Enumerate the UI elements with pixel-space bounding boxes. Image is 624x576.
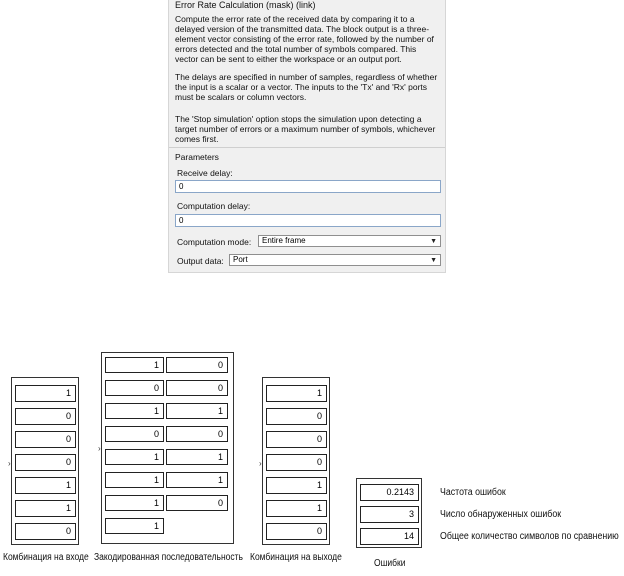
display-cell: 1 — [266, 477, 327, 494]
display-cell: 1 — [105, 403, 164, 419]
output-combination-label: Комбинация на выходе — [250, 552, 342, 563]
mask-parameters-dialog — [168, 0, 446, 273]
display-cell: 1 — [105, 449, 164, 465]
display-cell: 1 — [105, 357, 164, 373]
dialog-title: Error Rate Calculation (mask) (link) — [175, 0, 316, 10]
display-cell: 0 — [166, 495, 228, 511]
display-cell: 1 — [166, 403, 228, 419]
receive-delay-label: Receive delay: — [177, 168, 233, 178]
output-data-value: Port — [233, 255, 248, 264]
display-cell: 0 — [166, 357, 228, 373]
description-paragraph-2: The delays are specified in number of samples, regardless of whether the input is a scalar or a vector. The inputs to the 'Tx' and 'Rx' ports must be scalars or column vectors. — [175, 72, 438, 102]
display-cell: 1 — [105, 472, 164, 488]
errors-label: Ошибки — [374, 558, 406, 569]
description-paragraph-3: The 'Stop simulation' option stops the simulation upon detecting a target number of errors or a maximum number of symbols, whichever comes first. — [175, 114, 436, 144]
parameters-group-label: Parameters — [175, 152, 219, 162]
display-cell: 0 — [266, 408, 327, 425]
computation-mode-dropdown[interactable] — [258, 235, 441, 247]
computation-delay-label: Computation delay: — [177, 201, 251, 211]
parameters-divider — [169, 147, 445, 148]
output-combination-display[interactable] — [262, 377, 330, 545]
symbols-compared-note: Общее количество символов по сравнению — [440, 531, 619, 542]
chevron-down-icon: ▼ — [430, 257, 437, 264]
errors-display[interactable] — [356, 478, 422, 548]
display-cell: 1 — [105, 518, 164, 534]
display-cell: 1 — [15, 500, 76, 517]
error-rate-note: Частота ошибок — [440, 487, 506, 498]
output-data-dropdown[interactable] — [229, 254, 441, 266]
display-cell: 0 — [166, 426, 228, 442]
output-data-label: Output data: — [177, 256, 224, 266]
display-cell: 0 — [166, 380, 228, 396]
computation-mode-label: Computation mode: — [177, 237, 252, 247]
display-cell: 0 — [266, 523, 327, 540]
chevron-down-icon: ▼ — [430, 238, 437, 245]
display-cell: 1 — [15, 477, 76, 494]
display-cell: 0 — [15, 454, 76, 471]
display-cell: 1 — [105, 495, 164, 511]
display-cell: 1 — [266, 385, 327, 402]
input-port-icon: › — [259, 459, 262, 468]
display-cell: 0 — [105, 426, 164, 442]
errors-detected-note: Число обнаруженных ошибок — [440, 509, 562, 520]
input-port-icon: › — [8, 459, 11, 468]
display-cell: 1 — [166, 449, 228, 465]
input-combination-label: Комбинация на входе — [3, 552, 89, 563]
display-cell: 0 — [15, 523, 76, 540]
display-cell: 0 — [15, 431, 76, 448]
receive-delay-input[interactable]: 0 — [175, 180, 441, 193]
display-cell: 0 — [15, 408, 76, 425]
display-cell: 0 — [266, 454, 327, 471]
encoded-sequence-label: Закодированная последовательность — [94, 552, 243, 563]
computation-mode-value: Entire frame — [262, 236, 306, 245]
input-port-icon: › — [98, 444, 101, 453]
display-cell: 14 — [360, 528, 419, 545]
encoded-sequence-display[interactable] — [101, 352, 234, 544]
description-paragraph-1: Compute the error rate of the received data by comparing it to a delayed version of the transmitted data. The block output is a three-element vector consisting of the error rate, followed by the number of errors detected and the total number of symbols compared. This vector can be sent to either the workspace or an output port. — [175, 14, 434, 64]
display-cell: 1 — [166, 472, 228, 488]
display-cell: 0.2143 — [360, 484, 419, 501]
display-cell: 0 — [266, 431, 327, 448]
display-cell: 0 — [105, 380, 164, 396]
computation-delay-input[interactable]: 0 — [175, 214, 441, 227]
display-cell: 3 — [360, 506, 419, 523]
input-combination-display[interactable] — [11, 377, 79, 545]
display-cell: 1 — [266, 500, 327, 517]
display-cell: 1 — [15, 385, 76, 402]
